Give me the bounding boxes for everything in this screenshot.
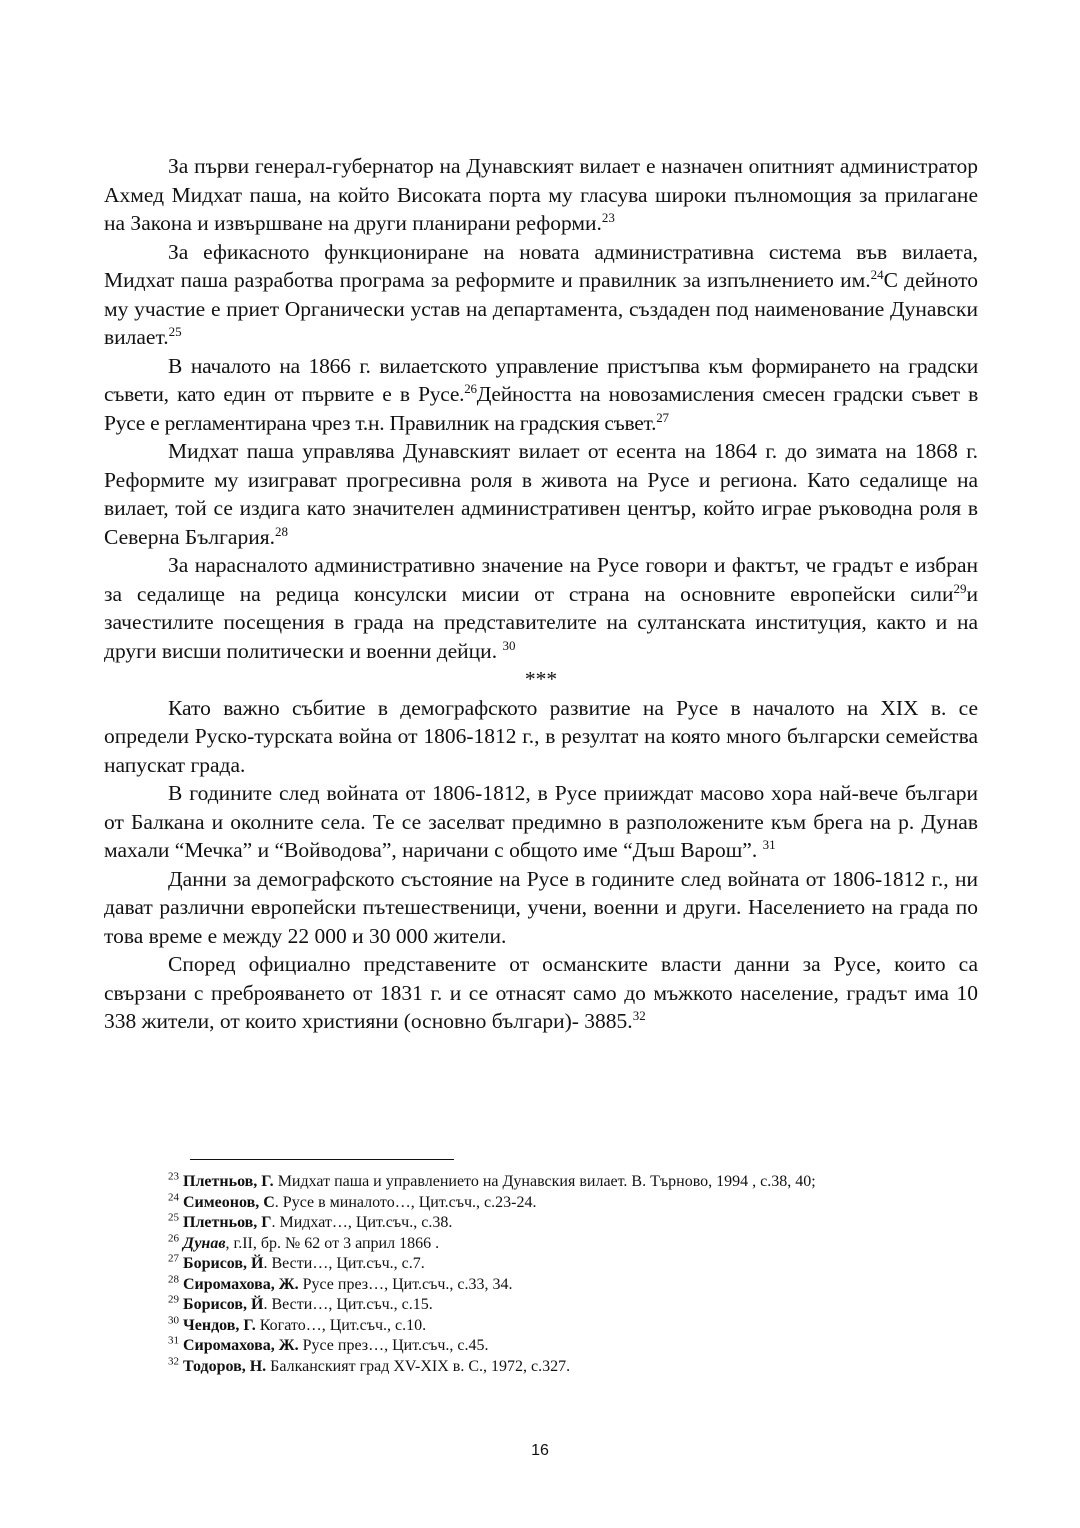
paragraph: За нарасналото административно значение на Русе говори и фактът, че градът е избран за седалище на редица консулски мисии от страна на основните европейски сили$^{29}$и зачестилите посещения в града на представителите на султанската институция, както и на други висши политически и военни дейци. $^{30}$ bbox=[104, 553, 978, 663]
footnote: $^{27}$ Борисов, Й. Вести…, Цит.съч., с.7. bbox=[168, 1252, 425, 1272]
footnote: $^{30}$ Чендов, Г. Когато…, Цит.съч., с.10. bbox=[168, 1314, 427, 1334]
footnote-ref[interactable]: 26 bbox=[464, 380, 477, 396]
footnote: $^{32}$ Тодоров, Н. Балканският град XV-XIX в. С., 1972, с.327. bbox=[168, 1355, 571, 1375]
footnote: $^{26}$ Дунав, г.II, бр. № 62 от 3 април 1866 . bbox=[168, 1232, 440, 1252]
footnote-ref[interactable]: 28 bbox=[274, 523, 288, 539]
footnote-ref[interactable]: 27 bbox=[656, 409, 669, 425]
page-number: 16 bbox=[531, 1442, 549, 1459]
footnote: $^{29}$ Борисов, Й. Вести…, Цит.съч., с.15. bbox=[168, 1293, 433, 1313]
paragraph: Мидхат паша управлява Дунавският вилает от есента на 1864 г. до зимата на 1868 г. Реформите му изиграват прогресивна роля в живота на Русе и региона. Като седалище на вилает, той се издига като значителен административен център, който играе ръководна роля в Северна България.$^{28}$ bbox=[104, 439, 978, 549]
footnote: $^{28}$ Сиромахова, Ж. Русе през…, Цит.съч., с.33, 34. bbox=[168, 1273, 513, 1293]
footnote: $^{23}$ Плетньов, Г. Мидхат паша и управлението на Дунавския вилает. В. Търново, 1994 , с.38, 40; bbox=[168, 1170, 816, 1190]
footnote-ref[interactable]: 31 bbox=[762, 836, 776, 852]
footnotes bbox=[104, 1172, 978, 1377]
paragraph: В началото на 1866 г. вилаетското управление пристъпва към формирането на градски съвети, като един от първите е в Русе.$^{26}$Дейността на новозамисления смесен градски съвет в Русе е регламентирана чрез т.н. Правилник на градския съвет.$^{27}$ bbox=[104, 353, 978, 435]
footnote: $^{25}$ Плетньов, Г. Мидхат…, Цит.съч., с.38. bbox=[168, 1211, 453, 1231]
paragraph: За ефикасното функциониране на новата административна система във вилаета, Мидхат паша разработва програма за реформите и правилник за изпълнението им.$^{24}$С дейното му участие е приет Органически устав на департамента, създаден под наименование Дунавски вилает.$^{25}$ bbox=[104, 239, 978, 349]
body-text bbox=[104, 152, 978, 1036]
paragraph: Данни за демографското състояние на Русе в годините след войната от 1806-1812 г., ни дават различни европейски пътешественици, учени, военни и други. Населението на града по това време е между 22 000 и 30 000 жители. bbox=[104, 866, 978, 948]
footnote-divider bbox=[190, 1159, 454, 1160]
footnote-ref[interactable]: 32 bbox=[632, 1007, 646, 1023]
footnote: $^{31}$ Сиромахова, Ж. Русе през…, Цит.съч., с.45. bbox=[168, 1334, 489, 1354]
paragraph: Като важно събитие в демографското развитие на Русе в началото на XIX в. се определи Руско-турската война от 1806-1812 г., в резултат на която много български семейства напускат града. bbox=[104, 695, 978, 777]
footnote-ref[interactable]: 29 bbox=[953, 580, 967, 596]
footnote-ref[interactable]: 25 bbox=[168, 323, 182, 339]
paragraph: Според официално представените от османските власти данни за Русе, които са свързани с преброяването от 1831 г. и се отнасят само до мъжкото население, градът има 10 338 жители, от които християни (основно българи)- 3885.32 bbox=[104, 952, 978, 1033]
footnote-ref[interactable]: 30 bbox=[502, 637, 516, 653]
footnote-ref[interactable]: 24 bbox=[870, 266, 884, 282]
paragraph: В годините след войната от 1806-1812, в Русе прииждат масово хора най-вече българи от Балкана и околните села. Те се заселват предимно в разположените към брега на р. Дунав махали “Мечка” и “Войводова”, наричани с общото име “Дъш Варош”. $^{31}$ bbox=[104, 781, 978, 862]
paragraph: За първи генерал-губернатор на Дунавският вилает е назначен опитният администратор Ахмед Мидхат паша, на който Високата порта му гласува широки пълномощия за прилагане на Закона и извършване на други планирани реформи.$^{23}$ bbox=[104, 154, 978, 235]
footnote-ref[interactable]: 23 bbox=[601, 209, 615, 225]
footnote: $^{24}$ Симеонов, С. Русе в миналото…, Цит.съч., с.23-24. bbox=[168, 1191, 537, 1211]
section-separator: *** bbox=[524, 667, 558, 691]
